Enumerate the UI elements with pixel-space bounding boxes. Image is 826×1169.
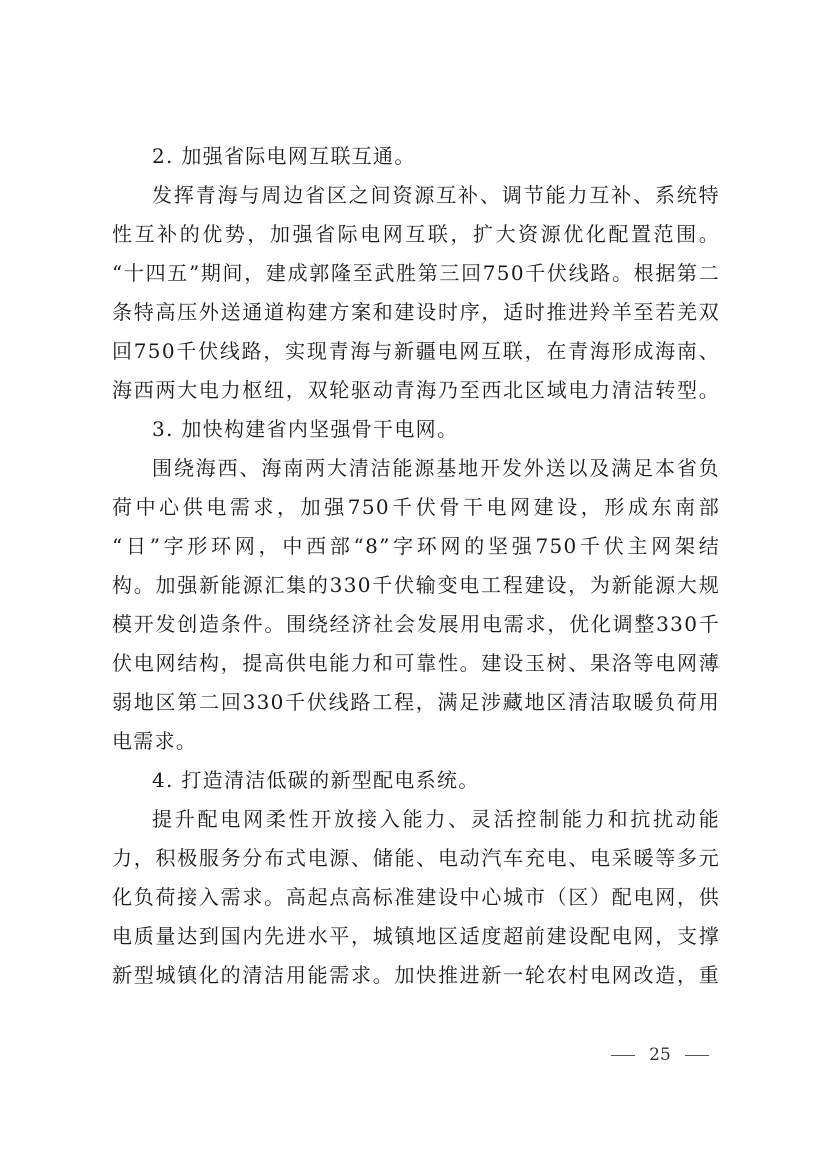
heading-distribution-system: 4. 打造清洁低碳的新型配电系统。	[152, 768, 480, 792]
page-footer	[600, 1043, 720, 1067]
paragraph-line: 化负荷接入需求。高起点高标准建设中心城市（区）配电网，供	[112, 885, 720, 909]
paragraph-line: 发挥青海与周边省区之间资源互补、调节能力互补、系统特	[152, 183, 720, 207]
paragraph-line: 条特高压外送通道构建方案和建设时序，适时推进羚羊至若羌双	[112, 300, 720, 324]
paragraph-line: 提升配电网柔性开放接入能力、灵活控制能力和抗扰动能	[152, 807, 720, 831]
paragraph-line: 力，积极服务分布式电源、储能、电动汽车充电、电采暖等多元	[112, 846, 720, 870]
footer-dash-left	[611, 1055, 635, 1056]
paragraph-line: 回750千伏线路，实现青海与新疆电网互联，在青海形成海南、	[112, 339, 720, 363]
footer-dash-right	[685, 1055, 709, 1056]
paragraph-line: 海西两大电力枢纽，双轮驱动青海乃至西北区域电力清洁转型。	[112, 378, 720, 402]
paragraph-line: “十四五”期间，建成郭隆至武胜第三回750千伏线路。根据第二	[112, 261, 720, 285]
paragraph-line: 模开发创造条件。围绕经济社会发展用电需求，优化调整330千	[112, 612, 720, 636]
paragraph-line: 电质量达到国内先进水平，城镇地区适度超前建设配电网，支撑	[112, 924, 720, 948]
heading-backbone-grid: 3. 加快构建省内坚强骨干电网。	[152, 417, 459, 441]
page-number: 25	[649, 1045, 671, 1065]
paragraph-line: 围绕海西、海南两大清洁能源基地开发外送以及满足本省负	[152, 456, 720, 480]
heading-interprovincial-grid: 2. 加强省际电网互联互通。	[152, 144, 416, 168]
paragraph-line: 伏电网结构，提高供电能力和可靠性。建设玉树、果洛等电网薄	[112, 651, 720, 675]
paragraph-line: 电需求。	[112, 729, 198, 753]
paragraph-line: 新型城镇化的清洁用能需求。加快推进新一轮农村电网改造，重	[112, 963, 720, 987]
paragraph-line: “日”字形环网，中西部“8”字环网的坚强750千伏主网架结	[112, 534, 720, 558]
paragraph-line: 弱地区第二回330千伏线路工程，满足涉藏地区清洁取暖负荷用	[112, 690, 720, 714]
paragraph-line: 荷中心供电需求，加强750千伏骨干电网建设，形成东南部	[112, 495, 720, 519]
paragraph-line: 性互补的优势，加强省际电网互联，扩大资源优化配置范围。	[112, 222, 720, 246]
paragraph-line: 构。加强新能源汇集的330千伏输变电工程建设，为新能源大规	[112, 573, 720, 597]
